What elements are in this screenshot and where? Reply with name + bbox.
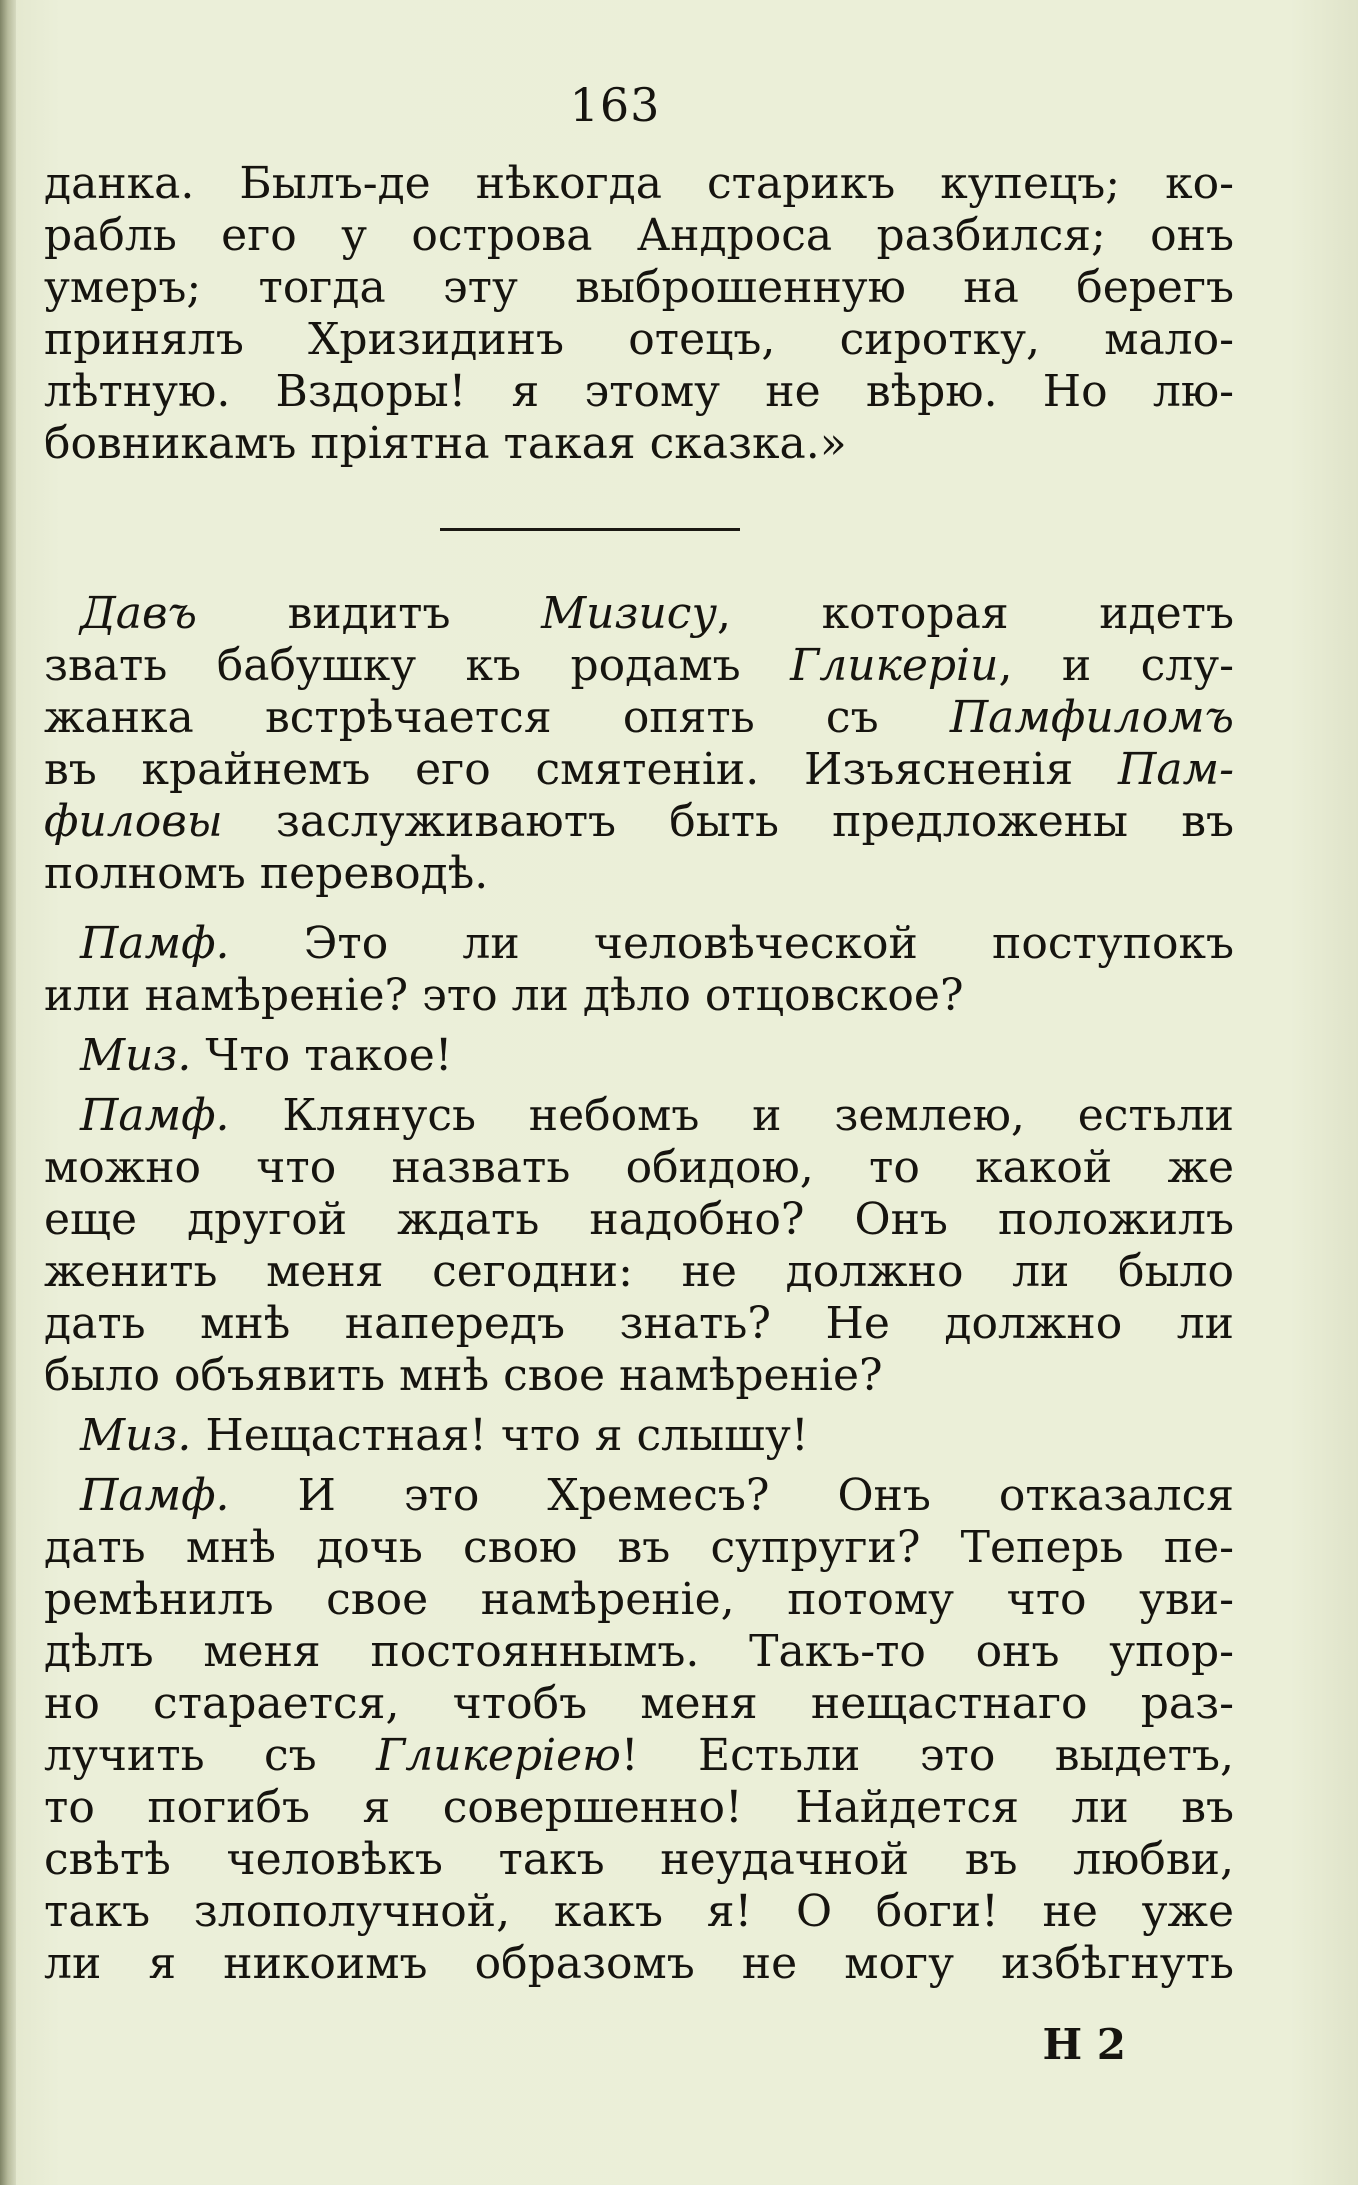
text-line: свѣтѣ человѣкъ такъ неудачной въ любви, [44,1834,1234,1885]
text-line: то погибъ я совершенно! Найдется ли въ [44,1782,1234,1833]
signature-mark: Н 2 [1042,2020,1126,2069]
text-line: дать мнѣ дочь свою въ супруги? Теперь пе- [44,1522,1234,1573]
text-line: полномъ переводѣ. [44,848,489,899]
speaker-name: Миз. [80,1030,192,1081]
text-line: такъ злополучной, какъ я! О боги! не уже [44,1886,1234,1937]
dialogue-line: Памф. Клянусь небомъ и землею, естьли [80,1090,1234,1141]
character-name: Гликеріею [376,1730,621,1781]
dialogue-line: Памф. Это ли человѣческой поступокъ [80,918,1234,969]
text-line: принялъ Хризидинъ отецъ, сиротку, мало- [44,314,1234,365]
character-name: Давъ [80,588,197,639]
text-line: звать бабушку къ родамъ Гликеріи, и слу- [44,640,1234,691]
text-line: ли я никоимъ образомъ не могу избѣгнуть [44,1938,1234,1989]
page-binding-edge [0,0,16,2185]
character-name: Мизису [541,588,717,639]
speaker-name: Памф. [80,918,230,969]
text-line: филовы заслуживаютъ быть предложены въ [44,796,1234,847]
text-line: жанка встрѣчается опять съ Памфиломъ [44,692,1234,743]
text-line: дать мнѣ напередъ знать? Не должно ли [44,1298,1234,1349]
dialogue-line: Миз. Что такое! [80,1030,453,1081]
character-name: Пам- [1118,744,1234,795]
character-name: Памфиломъ [949,692,1234,743]
speaker-name: Памф. [80,1470,230,1521]
speaker-name: Миз. [80,1410,192,1461]
speaker-name: Памф. [80,1090,230,1141]
text-line: еще другой ждать надобно? Онъ положилъ [44,1194,1234,1245]
text-line: но старается, чтобъ меня нещастнаго раз- [44,1678,1234,1729]
dialogue-block [44,918,1234,1990]
text-line: можно что назвать обидою, то какой же [44,1142,1234,1193]
text-line: данка. Былъ-де нѣкогда старикъ купецъ; ко- [44,158,1234,209]
text-line: Давъ видитъ Мизису, которая идетъ [80,588,1235,639]
text-line: лѣтную. Вздоры! я этому не вѣрю. Но лю- [44,366,1234,417]
dialogue-line: Миз. Нещастная! что я слышу! [80,1410,809,1461]
section-divider [440,528,740,531]
text-line: дѣлъ меня постояннымъ. Такъ-то онъ упор- [44,1626,1234,1677]
intro-paragraph [44,158,1234,470]
dialogue-line: Памф. И это Хремесъ? Онъ отказался [80,1470,1234,1521]
text-line: или намѣреніе? это ли дѣло отцовское? [44,970,964,1021]
character-name: Гликеріи [790,640,999,691]
text-line: ремѣнилъ свое намѣреніе, потому что уви- [44,1574,1234,1625]
text-line: въ крайнемъ его смятеніи. Изъясненія Пам- [44,744,1234,795]
text-line: было объявить мнѣ свое намѣреніе? [44,1350,883,1401]
text-line: умеръ; тогда эту выброшенную на берегъ [44,262,1234,313]
text-line: лучить съ Гликеріею! Естьли это выдетъ, [44,1730,1234,1781]
narration-paragraph [44,588,1234,900]
text-line: рабль его у острова Андроса разбился; онъ [44,210,1234,261]
character-name: филовы [44,796,223,847]
text-line: бовникамъ пріятна такая сказка.» [44,418,847,469]
text-line: женить меня сегодни: не должно ли было [44,1246,1234,1297]
page-number: 163 [569,78,661,132]
